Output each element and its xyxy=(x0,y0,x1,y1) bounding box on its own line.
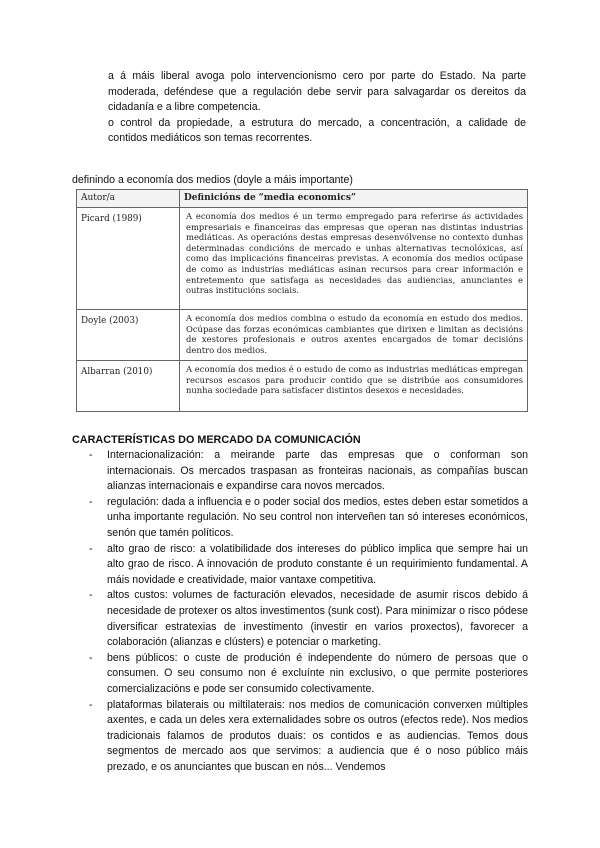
characteristics-list xyxy=(72,448,528,775)
bullet-dash: - xyxy=(89,698,93,711)
list-item xyxy=(72,651,528,698)
row-author: Doyle (2003) xyxy=(77,310,180,361)
intro-paragraph-1: a á máis liberal avoga polo intervencionismo cero por parte do Estado. Na parte moderada, deféndese que a regulación debe servir para salvagardar os dereitos da cidadanía e a libre competencia. xyxy=(108,70,526,114)
bullet-dash: - xyxy=(89,449,93,461)
definitions-table xyxy=(76,189,528,412)
table-row xyxy=(77,208,528,310)
row-definition: A economía dos medios é o estudo de como as industrias mediáticas empregan recursos escasos para producir contido que se distribúe aos consumidores nunha sociedade para satisfacer distintos desexos e necesidades. xyxy=(180,361,528,412)
table-row xyxy=(77,310,528,361)
list-item-text: bens públicos: o custe de produción é independente do número de persoas que o consumen. O seu consumo non é excluínte nin exclusivo, o que permite posteriores comercializacións e pode ser consumido colectivamente. xyxy=(107,651,528,695)
list-item-text: alto grao de risco: a volatibilidade dos intereses do público implica que sempre hai un alto grao de risco. A innovación de produto constante é un requirimiento fundamental. A máis novidade e creatividade, maior vantaxe competitiva. xyxy=(107,542,528,586)
bullet-dash: - xyxy=(89,542,93,555)
list-item xyxy=(72,495,528,542)
header-definition-prefix: Definicións de xyxy=(184,193,256,203)
header-author: Autor/a xyxy=(77,190,180,208)
row-author: Albarran (2010) xyxy=(77,361,180,412)
row-author: Picard (1989) xyxy=(77,208,180,310)
header-definition xyxy=(180,190,528,208)
row-definition: A economía dos medios é un termo empregado para referirse ás actividades empresariais e financeiras das empresas que operan nas distintas industrias mediáticas. As operacións destas empresas desenvólvense no contexto dunhas determinadas condicións de mercado e unhas alternativas tecnolóxicas, así como das implicacións financeiras previstas. A economía dos medios ocúpase de como as industrias mediáticas asinan recursos para crear información e entretemento que satisfaga as necesidades das audiencias, anunciantes e outras institucións sociais. xyxy=(180,208,528,310)
list-item xyxy=(72,448,528,495)
list-item xyxy=(72,542,528,589)
list-item-text: Internacionalización: a meirande parte das empresas que o conforman son internacionais. Os mercados traspasan as fronteiras nacionais, as compañías buscan alianzas internacionais e expandirse cara novos mercados. xyxy=(107,449,528,493)
list-item xyxy=(72,588,528,650)
intro-paragraphs xyxy=(108,69,526,147)
bullet-dash: - xyxy=(89,589,93,602)
bullet-dash: - xyxy=(89,651,93,664)
table-caption: definindo a economía dos medios (doyle a máis importante) xyxy=(72,174,353,186)
table-row xyxy=(77,361,528,412)
row-definition: A economía dos medios combina o estudo da economía en estudo dos medios. Ocúpase das forzas económicas cambiantes que dirixen e limitan as decisións de xestores profesionais e outros axentes encargados de tomar decisións dentro dos medios. xyxy=(180,310,528,361)
intro-paragraph-2: o control da propiedade, a estrutura do mercado, a concentración, a calidade de contidos mediáticos son temas recorrentes. xyxy=(108,116,526,145)
header-definition-term: “media economics” xyxy=(258,193,357,203)
list-item xyxy=(72,698,528,776)
list-item-text: plataformas bilaterais ou miltilaterais: nos medios de comunicación converxen múltiples axentes, e cada un deles xera externalidades sobre os outros (efectos rede). Nos medios tradicionais falamos de produtos duais: os contidos e as audiencias. Temos dous segmentos de mercado aos que servimos: a audiencia que é o noso público máis prezado, e os anunciantes que buscan en nós... Vendemos xyxy=(107,698,528,773)
list-item-text: altos custos: volumes de facturación elevados, necesidade de asumir riscos debido á necesidade de protexer os altos investimentos (sunk cost). Para minimizar o risco pódese diversificar estratexias de investimento (investir en varios proxectos), favorecer a colaboración (alianzas e clústers) e potenciar o marketing. xyxy=(107,589,529,649)
section-heading: CARACTERÍSTICAS DO MERCADO DA COMUNICACIÓN xyxy=(72,434,361,446)
bullet-dash: - xyxy=(89,495,93,508)
table-header-row xyxy=(77,190,528,208)
list-item-text: regulación: dada a influencia e o poder social dos medios, estes deben estar sometidos a unha importante regulación. No seu control non interveñen tan só intereses económicos, senón que tamén políticos. xyxy=(107,495,528,539)
